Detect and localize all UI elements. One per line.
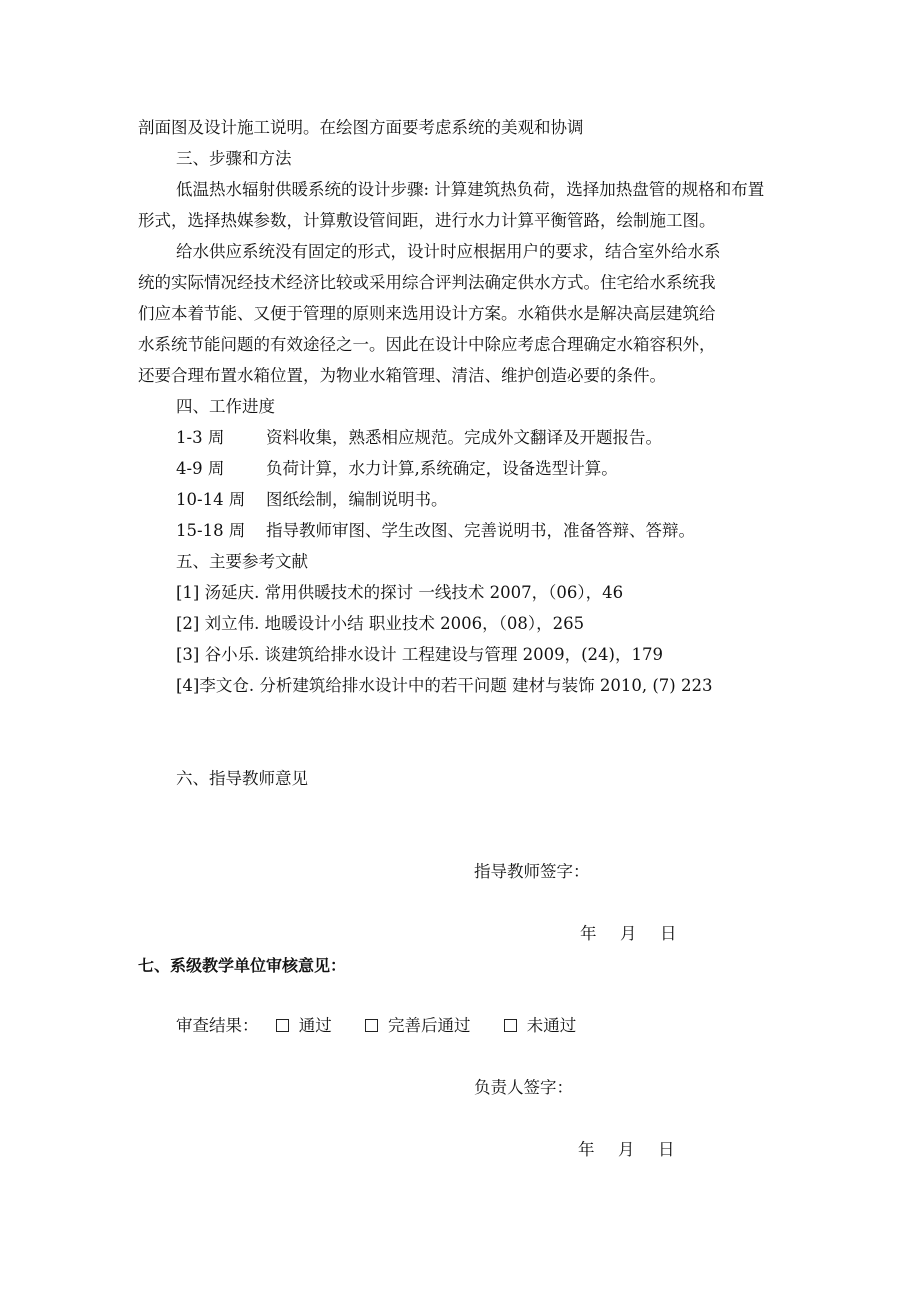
date-year: 年 bbox=[578, 1140, 595, 1159]
date-day: 日 bbox=[660, 924, 677, 943]
advisor-date bbox=[580, 924, 700, 944]
date-month: 月 bbox=[620, 924, 637, 943]
schedule-task: 资料收集，熟悉相应规范。完成外文翻译及开题报告。 bbox=[266, 428, 662, 447]
schedule-task: 指导教师审图、学生改图、完善说明书，准备答辩、答辩。 bbox=[266, 521, 695, 540]
option-pass-after-revision[interactable]: 完善后通过 bbox=[365, 1016, 471, 1036]
reference-item: [2] 刘立伟. 地暖设计小结 职业技术 2006，（08），265 bbox=[176, 614, 585, 633]
schedule-row bbox=[176, 521, 695, 541]
option-pass[interactable]: 通过 bbox=[276, 1016, 332, 1036]
section6-heading: 六、指导教师意见 bbox=[176, 769, 308, 788]
schedule-task: 负荷计算，水力计算,系统确定，设备选型计算。 bbox=[266, 459, 618, 478]
option-fail[interactable]: 未通过 bbox=[504, 1016, 577, 1036]
section3-text: 形式，选择热媒参数，计算敷设管间距，进行水力计算平衡管路，绘制施工图。 bbox=[138, 211, 716, 230]
section3-text: 给水供应系统没有固定的形式，设计时应根据用户的要求，结合室外给水系 bbox=[176, 242, 721, 261]
schedule-row bbox=[176, 490, 448, 510]
reference-item: [1] 汤延庆. 常用供暖技术的探讨 一线技术 2007，（06），46 bbox=[176, 583, 624, 602]
review-result-row bbox=[176, 1016, 604, 1036]
checkbox-icon[interactable] bbox=[276, 1019, 289, 1032]
schedule-row bbox=[176, 459, 618, 479]
section3-text: 低温热水辐射供暖系统的设计步骤: 计算建筑热负荷，选择加热盘管的规格和布置 bbox=[176, 180, 765, 199]
checkbox-icon[interactable] bbox=[504, 1019, 517, 1032]
reference-item: [3] 谷小乐. 谈建筑给排水设计 工程建设与管理 2009，(24)，179 bbox=[176, 645, 663, 664]
schedule-weeks: 15-18 周 bbox=[176, 521, 246, 540]
section3-text: 们应本着节能、又便于管理的原则来选用设计方案。水箱供水是解决高层建筑给 bbox=[138, 304, 716, 323]
date-month: 月 bbox=[618, 1140, 635, 1159]
schedule-weeks: 10-14 周 bbox=[176, 490, 246, 509]
section4-heading: 四、工作进度 bbox=[176, 397, 275, 416]
review-result-label: 审查结果： bbox=[176, 1016, 259, 1035]
supervisor-date bbox=[578, 1140, 698, 1160]
section7-heading: 七、系级教学单位审核意见： bbox=[138, 956, 347, 975]
schedule-row bbox=[176, 428, 662, 448]
date-year: 年 bbox=[580, 924, 597, 943]
section5-heading: 五、主要参考文献 bbox=[176, 552, 308, 571]
advisor-signature-label: 指导教师签字： bbox=[474, 862, 590, 881]
schedule-weeks: 1-3 周 bbox=[176, 428, 225, 447]
section3-text: 统的实际情况经技术经济比较或采用综合评判法确定供水方式。住宅给水系统我 bbox=[138, 273, 716, 292]
section3-text: 水系统节能问题的有效途径之一。因此在设计中除应考虑合理确定水箱容积外， bbox=[138, 335, 716, 354]
checkbox-icon[interactable] bbox=[365, 1019, 378, 1032]
paragraph-tail: 剖面图及设计施工说明。在绘图方面要考虑系统的美观和协调 bbox=[138, 118, 584, 137]
supervisor-signature-label: 负责人签字： bbox=[474, 1078, 573, 1097]
section3-heading: 三、步骤和方法 bbox=[176, 149, 292, 168]
section3-text: 还要合理布置水箱位置，为物业水箱管理、清洁、维护创造必要的条件。 bbox=[138, 366, 666, 385]
date-day: 日 bbox=[658, 1140, 675, 1159]
reference-item: [4]李文仓. 分析建筑给排水设计中的若干问题 建材与装饰 2010, (7) 223 bbox=[176, 676, 713, 695]
schedule-weeks: 4-9 周 bbox=[176, 459, 225, 478]
schedule-task: 图纸绘制，编制说明书。 bbox=[266, 490, 448, 509]
